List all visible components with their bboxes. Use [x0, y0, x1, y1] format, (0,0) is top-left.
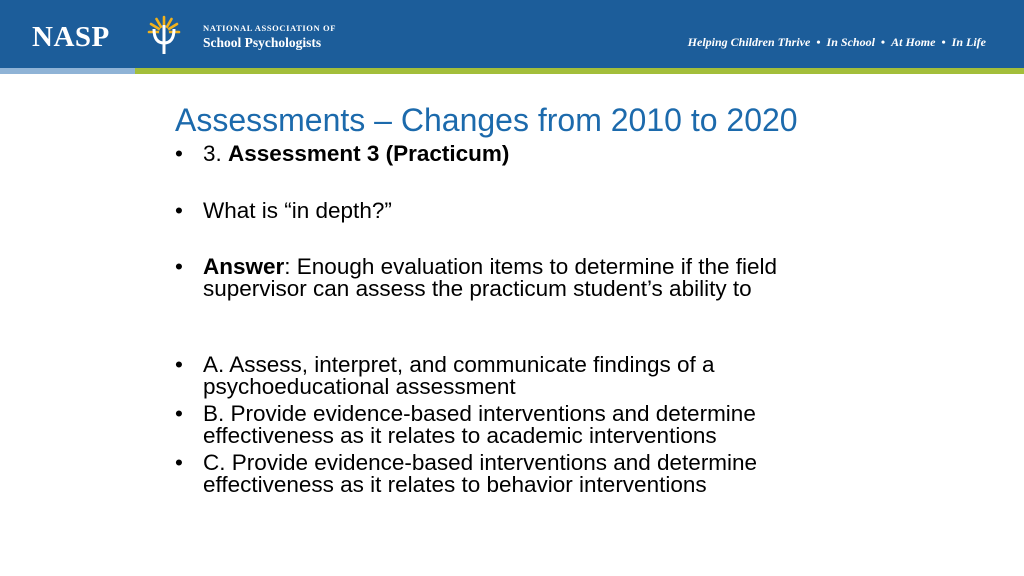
bullet-item-c [175, 452, 835, 496]
organization-name [203, 22, 336, 51]
bullet-what-is-in-depth [175, 200, 835, 222]
tagline-part: In School [826, 35, 875, 49]
bullet-dot: • [175, 198, 183, 223]
nasp-psi-logo-icon [138, 12, 190, 58]
header-stripe-blue [0, 68, 135, 74]
tagline-part: In Life [951, 35, 986, 49]
org-name-line1: NATIONAL ASSOCIATION OF [203, 23, 336, 33]
bullet-item-b [175, 403, 835, 447]
tagline-part: Helping Children Thrive [687, 35, 811, 49]
bullet-assessment-3 [175, 143, 835, 165]
header-bar [0, 0, 1024, 68]
bullet-dot: • [175, 401, 183, 426]
bullet-dot: • [175, 254, 183, 279]
bullet-dot: • [175, 450, 183, 475]
answer-text: : Enough evaluation items to determine if the field supervisor can assess the practicum student’s ability to [203, 254, 778, 301]
bullet-text: C. Provide evidence-based interventions and determine effectiveness as it relates to behavior interventions [203, 450, 758, 497]
bullet-text: B. Provide evidence-based interventions and determine effectiveness as it relates to academic interventions [203, 401, 756, 448]
tagline-separator: • [880, 35, 886, 49]
tagline [688, 35, 986, 50]
org-name-line2: School Psychologists [203, 35, 322, 50]
tagline-part: At Home [891, 35, 936, 49]
bullet-dot: • [175, 352, 183, 377]
answer-label: Answer [203, 254, 285, 279]
bullet-number: 3. [203, 141, 229, 166]
bullet-bold-text: Assessment 3 (Practicum) [228, 141, 510, 166]
bullet-item-a [175, 354, 835, 398]
bullet-text: What is “in depth?” [203, 198, 392, 223]
bullet-answer [175, 256, 835, 300]
slide-title: Assessments – Changes from 2010 to 2020 [175, 102, 798, 138]
header-stripe-green [135, 68, 1024, 74]
tagline-separator: • [941, 35, 946, 49]
bullet-text: A. Assess, interpret, and communicate findings of a psychoeducational assessment [203, 352, 715, 399]
bullet-dot: • [175, 141, 183, 166]
tagline-separator: • [816, 35, 821, 49]
nasp-logo-text: NASP [32, 21, 110, 53]
